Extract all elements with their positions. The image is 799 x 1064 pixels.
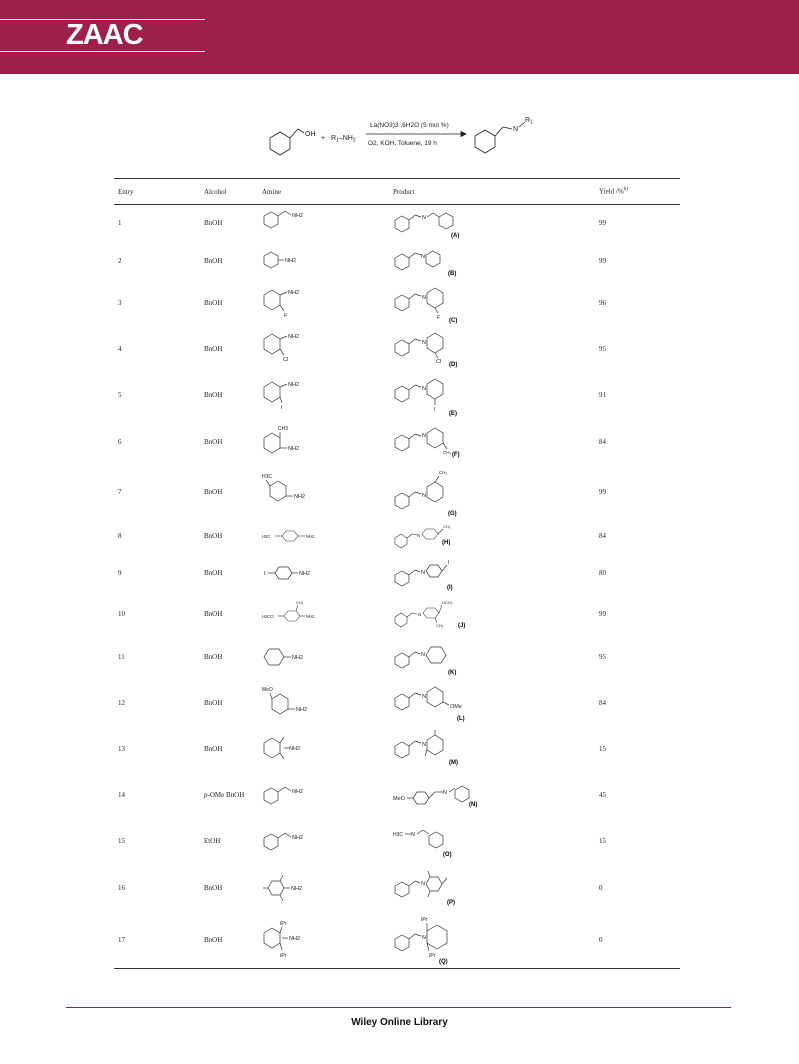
header-product: Product bbox=[389, 179, 595, 205]
product-structure bbox=[393, 520, 593, 552]
svg-text:iPr: iPr bbox=[280, 953, 287, 960]
svg-text:N: N bbox=[422, 295, 426, 301]
alcohol-cell: BnOH bbox=[204, 390, 223, 399]
amine-r1: $R_1-NH_2$ bbox=[331, 135, 356, 144]
svg-text:NH2: NH2 bbox=[289, 745, 301, 752]
yield-cell: 99 bbox=[599, 609, 606, 618]
product-cell bbox=[389, 819, 595, 863]
amine-structure bbox=[262, 824, 382, 858]
reactant-oh: OH bbox=[305, 131, 316, 138]
amine-structure bbox=[262, 244, 382, 278]
svg-text:H3C: H3C bbox=[393, 831, 404, 838]
svg-text:NH2: NH2 bbox=[294, 493, 306, 500]
product-structure bbox=[393, 467, 593, 517]
amine-cell bbox=[258, 280, 389, 327]
product-cell bbox=[389, 863, 595, 913]
product-n: N bbox=[513, 126, 519, 133]
product-cell bbox=[389, 679, 595, 727]
table-row bbox=[114, 419, 680, 465]
svg-text:(N): (N) bbox=[469, 801, 478, 808]
benzene-ring-product bbox=[475, 130, 495, 153]
svg-text:NH2: NH2 bbox=[299, 570, 311, 577]
svg-text:(B): (B) bbox=[448, 270, 457, 277]
svg-text:NH2: NH2 bbox=[288, 333, 300, 340]
svg-text:Cl: Cl bbox=[283, 356, 289, 363]
svg-text:(D): (D) bbox=[449, 361, 458, 368]
amine-structure bbox=[262, 596, 382, 632]
svg-text:(P): (P) bbox=[447, 899, 455, 906]
product-cell bbox=[389, 519, 595, 553]
table-row bbox=[114, 635, 680, 679]
amine-cell bbox=[258, 913, 389, 969]
amine-cell bbox=[258, 635, 389, 679]
svg-text:N: N bbox=[422, 385, 426, 392]
svg-text:NH2: NH2 bbox=[288, 445, 300, 452]
yield-cell: 84 bbox=[599, 531, 606, 540]
svg-text:N: N bbox=[422, 215, 426, 222]
product-cell bbox=[389, 635, 595, 679]
amine-cell bbox=[258, 863, 389, 913]
svg-text:H3C: H3C bbox=[262, 473, 273, 480]
product-structure bbox=[393, 281, 593, 325]
yield-cell: 99 bbox=[599, 256, 606, 265]
product-structure bbox=[393, 913, 593, 967]
svg-text:F: F bbox=[284, 313, 288, 319]
product-cell bbox=[389, 242, 595, 280]
amine-structure bbox=[262, 521, 382, 551]
yield-cell: 96 bbox=[599, 299, 606, 307]
table-row bbox=[114, 553, 680, 593]
svg-text:NH2: NH2 bbox=[289, 936, 301, 943]
alcohol-cell: BnOH bbox=[204, 698, 223, 707]
svg-text:N: N bbox=[421, 880, 425, 887]
table-row bbox=[114, 280, 680, 327]
svg-text:I: I bbox=[448, 559, 450, 566]
table-row bbox=[114, 727, 680, 771]
yield-cell: 15 bbox=[599, 836, 606, 845]
amine-cell bbox=[258, 419, 389, 465]
entry-cell: 5 bbox=[118, 390, 122, 399]
plus-sign: + bbox=[321, 135, 326, 142]
entry-cell: 6 bbox=[118, 437, 122, 446]
product-cell bbox=[389, 771, 595, 819]
entry-cell: 8 bbox=[118, 531, 122, 540]
svg-text:NH2: NH2 bbox=[306, 533, 315, 539]
svg-text:NH2: NH2 bbox=[292, 788, 304, 795]
alcohol-cell: BnOH bbox=[204, 219, 223, 228]
table-row bbox=[114, 205, 680, 242]
svg-text:N: N bbox=[422, 693, 426, 700]
svg-text:iPr: iPr bbox=[280, 921, 287, 928]
product-structure bbox=[393, 728, 593, 770]
amine-cell bbox=[258, 519, 389, 553]
product-structure bbox=[393, 822, 593, 860]
benzene-ring-reactant bbox=[270, 132, 290, 155]
amine-cell bbox=[258, 371, 389, 419]
footer-rule bbox=[66, 1007, 731, 1008]
svg-text:(H): (H) bbox=[442, 539, 451, 546]
svg-text:(F): (F) bbox=[452, 451, 460, 458]
amine-cell bbox=[258, 327, 389, 371]
entry-cell: 14 bbox=[118, 790, 125, 799]
yield-cell: 0 bbox=[595, 913, 680, 969]
svg-text:CH₃: CH₃ bbox=[296, 599, 304, 605]
product-structure bbox=[393, 555, 593, 591]
product-cell bbox=[389, 727, 595, 771]
amine-structure bbox=[262, 729, 382, 769]
reaction-scheme bbox=[0, 100, 799, 170]
yield-cell: 45 bbox=[599, 790, 606, 799]
alcohol-cell: BnOH bbox=[204, 437, 223, 446]
alcohol-cell: BnOH bbox=[204, 744, 223, 753]
alcohol-cell: BnOH bbox=[204, 883, 223, 892]
svg-text:(E): (E) bbox=[449, 410, 457, 417]
amine-cell bbox=[258, 679, 389, 727]
product-r: $R_1$ bbox=[525, 117, 533, 126]
alcohol-cell: BnOH bbox=[204, 609, 223, 618]
svg-text:NH2: NH2 bbox=[291, 885, 303, 892]
header-yield: Yield /%$^{b)}$ bbox=[595, 179, 680, 205]
amine-structure bbox=[262, 915, 382, 965]
amine-structure bbox=[262, 639, 382, 675]
svg-text:NH2: NH2 bbox=[288, 290, 300, 296]
product-cell bbox=[389, 280, 595, 327]
entry-cell: 1 bbox=[118, 219, 122, 228]
product-structure bbox=[393, 372, 593, 418]
svg-text:(L): (L) bbox=[457, 715, 465, 722]
svg-text:CH₃: CH₃ bbox=[443, 449, 452, 455]
yield-cell: 95 bbox=[599, 344, 606, 353]
entry-cell: 12 bbox=[118, 698, 125, 707]
svg-text:(O): (O) bbox=[443, 851, 452, 858]
table-row bbox=[114, 819, 680, 863]
svg-text:CH3: CH3 bbox=[278, 425, 289, 432]
svg-text:(J): (J) bbox=[458, 622, 466, 629]
amine-cell bbox=[258, 465, 389, 519]
svg-text:I: I bbox=[434, 406, 436, 413]
alcohol-cell: p-OMe BnOH bbox=[204, 790, 245, 799]
amine-cell bbox=[258, 553, 389, 593]
amine-structure bbox=[262, 422, 382, 462]
amine-cell bbox=[258, 593, 389, 635]
alcohol-cell: BnOH bbox=[204, 344, 223, 353]
svg-text:N: N bbox=[422, 432, 426, 439]
svg-text:N: N bbox=[418, 611, 422, 617]
header-entry: Entry bbox=[114, 179, 200, 205]
amine-structure bbox=[262, 558, 382, 588]
table-row bbox=[114, 679, 680, 727]
svg-text:N: N bbox=[422, 741, 426, 748]
svg-text:(M): (M) bbox=[449, 759, 458, 766]
product-cell bbox=[389, 553, 595, 593]
yield-cell: 15 bbox=[599, 744, 606, 753]
entry-cell: 15 bbox=[118, 836, 125, 845]
yield-cell: 80 bbox=[599, 568, 606, 577]
product-cell bbox=[389, 913, 595, 969]
yield-cell: 99 bbox=[599, 487, 606, 496]
alcohol-cell: BnOH bbox=[204, 652, 223, 661]
alcohol-cell: BnOH bbox=[204, 487, 223, 496]
svg-text:(C): (C) bbox=[449, 318, 458, 324]
product-cell bbox=[389, 205, 595, 242]
amine-cell bbox=[258, 771, 389, 819]
product-cell bbox=[389, 371, 595, 419]
results-table bbox=[114, 178, 680, 969]
table-row bbox=[114, 593, 680, 635]
alcohol-cell: EtOH bbox=[204, 836, 221, 845]
amine-cell bbox=[258, 205, 389, 242]
entry-cell: 16 bbox=[118, 883, 125, 892]
entry-cell: 3 bbox=[118, 299, 122, 307]
svg-text:(Q): (Q) bbox=[439, 959, 448, 966]
svg-text:I: I bbox=[281, 404, 283, 411]
entry-cell: 7 bbox=[118, 487, 122, 496]
product-structure bbox=[393, 328, 593, 370]
table-row bbox=[114, 465, 680, 519]
alcohol-cell: BnOH bbox=[204, 568, 223, 577]
table-header-row bbox=[114, 179, 680, 205]
yield-cell: 84 bbox=[599, 698, 606, 707]
svg-text:H3C: H3C bbox=[262, 533, 271, 539]
svg-text:MeO: MeO bbox=[262, 686, 273, 693]
entry-cell: 11 bbox=[118, 652, 125, 661]
table-row bbox=[114, 771, 680, 819]
svg-text:F: F bbox=[437, 315, 441, 321]
product-structure bbox=[393, 421, 593, 463]
table-row bbox=[114, 913, 680, 969]
svg-text:NH2: NH2 bbox=[292, 213, 304, 220]
yield-cell: 95 bbox=[599, 652, 606, 661]
yield-cell: 91 bbox=[599, 390, 606, 399]
svg-text:I: I bbox=[264, 570, 266, 577]
footer-text[interactable]: Wiley Online Library bbox=[351, 1017, 448, 1028]
amine-cell bbox=[258, 727, 389, 771]
svg-text:MeO: MeO bbox=[393, 795, 405, 802]
amine-structure bbox=[262, 683, 382, 723]
table-row bbox=[114, 371, 680, 419]
header-alcohol: Alcohol bbox=[200, 179, 258, 205]
svg-text:iPr: iPr bbox=[421, 917, 428, 924]
header-amine: Amine bbox=[258, 179, 389, 205]
svg-text:CH₃: CH₃ bbox=[439, 469, 448, 475]
amine-structure bbox=[262, 329, 382, 369]
svg-text:N: N bbox=[417, 532, 421, 538]
amine-structure bbox=[262, 778, 382, 812]
table-row bbox=[114, 863, 680, 913]
svg-text:N: N bbox=[421, 569, 425, 576]
amine-structure bbox=[262, 283, 382, 323]
svg-text:N: N bbox=[422, 935, 426, 942]
alcohol-cell: BnOH bbox=[204, 531, 223, 540]
svg-text:N: N bbox=[411, 831, 415, 838]
yield-cell: 84 bbox=[599, 437, 606, 446]
product-structure bbox=[393, 776, 593, 814]
svg-text:N: N bbox=[422, 339, 426, 346]
reagent-bottom: O2, KOH, Toluene, 19 h bbox=[368, 140, 437, 147]
product-structure bbox=[393, 206, 593, 240]
amine-structure bbox=[262, 206, 382, 240]
journal-logo[interactable]: ZAAC bbox=[66, 19, 143, 51]
product-cell bbox=[389, 419, 595, 465]
product-cell bbox=[389, 465, 595, 519]
product-structure bbox=[393, 680, 593, 726]
reagent-top: La(NO3)3 ,6H2O (5 mol %) bbox=[370, 122, 449, 129]
svg-text:CH₃: CH₃ bbox=[436, 622, 444, 628]
svg-text:(I): (I) bbox=[447, 584, 453, 591]
product-structure bbox=[393, 637, 593, 677]
svg-text:NH2: NH2 bbox=[288, 381, 300, 388]
table-row bbox=[114, 327, 680, 371]
alcohol-cell: BnOH bbox=[204, 256, 223, 265]
product-cell bbox=[389, 327, 595, 371]
product-structure bbox=[393, 244, 593, 278]
svg-text:Cl: Cl bbox=[436, 358, 442, 365]
svg-text:NH2: NH2 bbox=[292, 834, 304, 841]
svg-text:N: N bbox=[422, 492, 426, 499]
svg-text:iPr: iPr bbox=[429, 953, 436, 960]
product-structure bbox=[393, 595, 593, 633]
svg-text:NH2: NH2 bbox=[292, 654, 304, 661]
amine-structure bbox=[262, 470, 382, 514]
svg-text:(A): (A) bbox=[451, 233, 460, 240]
svg-text:N: N bbox=[443, 789, 447, 796]
entry-cell: 13 bbox=[118, 744, 125, 753]
product-cell bbox=[389, 593, 595, 635]
svg-text:N: N bbox=[421, 651, 425, 658]
entry-cell: 4 bbox=[118, 344, 122, 353]
svg-text:OMe: OMe bbox=[450, 703, 462, 710]
svg-text:H3CO: H3CO bbox=[262, 613, 274, 619]
entry-cell: 10 bbox=[118, 609, 125, 618]
alcohol-cell: BnOH bbox=[204, 299, 223, 307]
svg-text:NH2: NH2 bbox=[296, 706, 308, 713]
amine-structure bbox=[262, 375, 382, 415]
entry-cell: 17 bbox=[114, 913, 200, 969]
header-rule-bottom bbox=[0, 51, 205, 52]
svg-text:(K): (K) bbox=[448, 669, 457, 676]
amine-cell bbox=[258, 242, 389, 280]
table-row bbox=[114, 242, 680, 280]
yield-cell: 0 bbox=[599, 883, 603, 892]
table-row bbox=[114, 519, 680, 553]
journal-header bbox=[0, 0, 799, 74]
entry-cell: 2 bbox=[118, 256, 122, 265]
svg-text:OCH₃: OCH₃ bbox=[442, 599, 453, 605]
svg-text:NH2: NH2 bbox=[285, 257, 297, 264]
entry-cell: 9 bbox=[118, 568, 122, 577]
svg-text:(G): (G) bbox=[448, 510, 457, 517]
product-structure bbox=[393, 866, 593, 910]
amine-structure bbox=[262, 868, 382, 908]
yield-cell: 99 bbox=[599, 219, 606, 228]
alcohol-cell: BnOH bbox=[200, 913, 258, 969]
svg-text:N: N bbox=[421, 253, 425, 260]
amine-cell bbox=[258, 819, 389, 863]
svg-text:CH₃: CH₃ bbox=[443, 523, 451, 529]
svg-text:NH2: NH2 bbox=[306, 613, 315, 619]
